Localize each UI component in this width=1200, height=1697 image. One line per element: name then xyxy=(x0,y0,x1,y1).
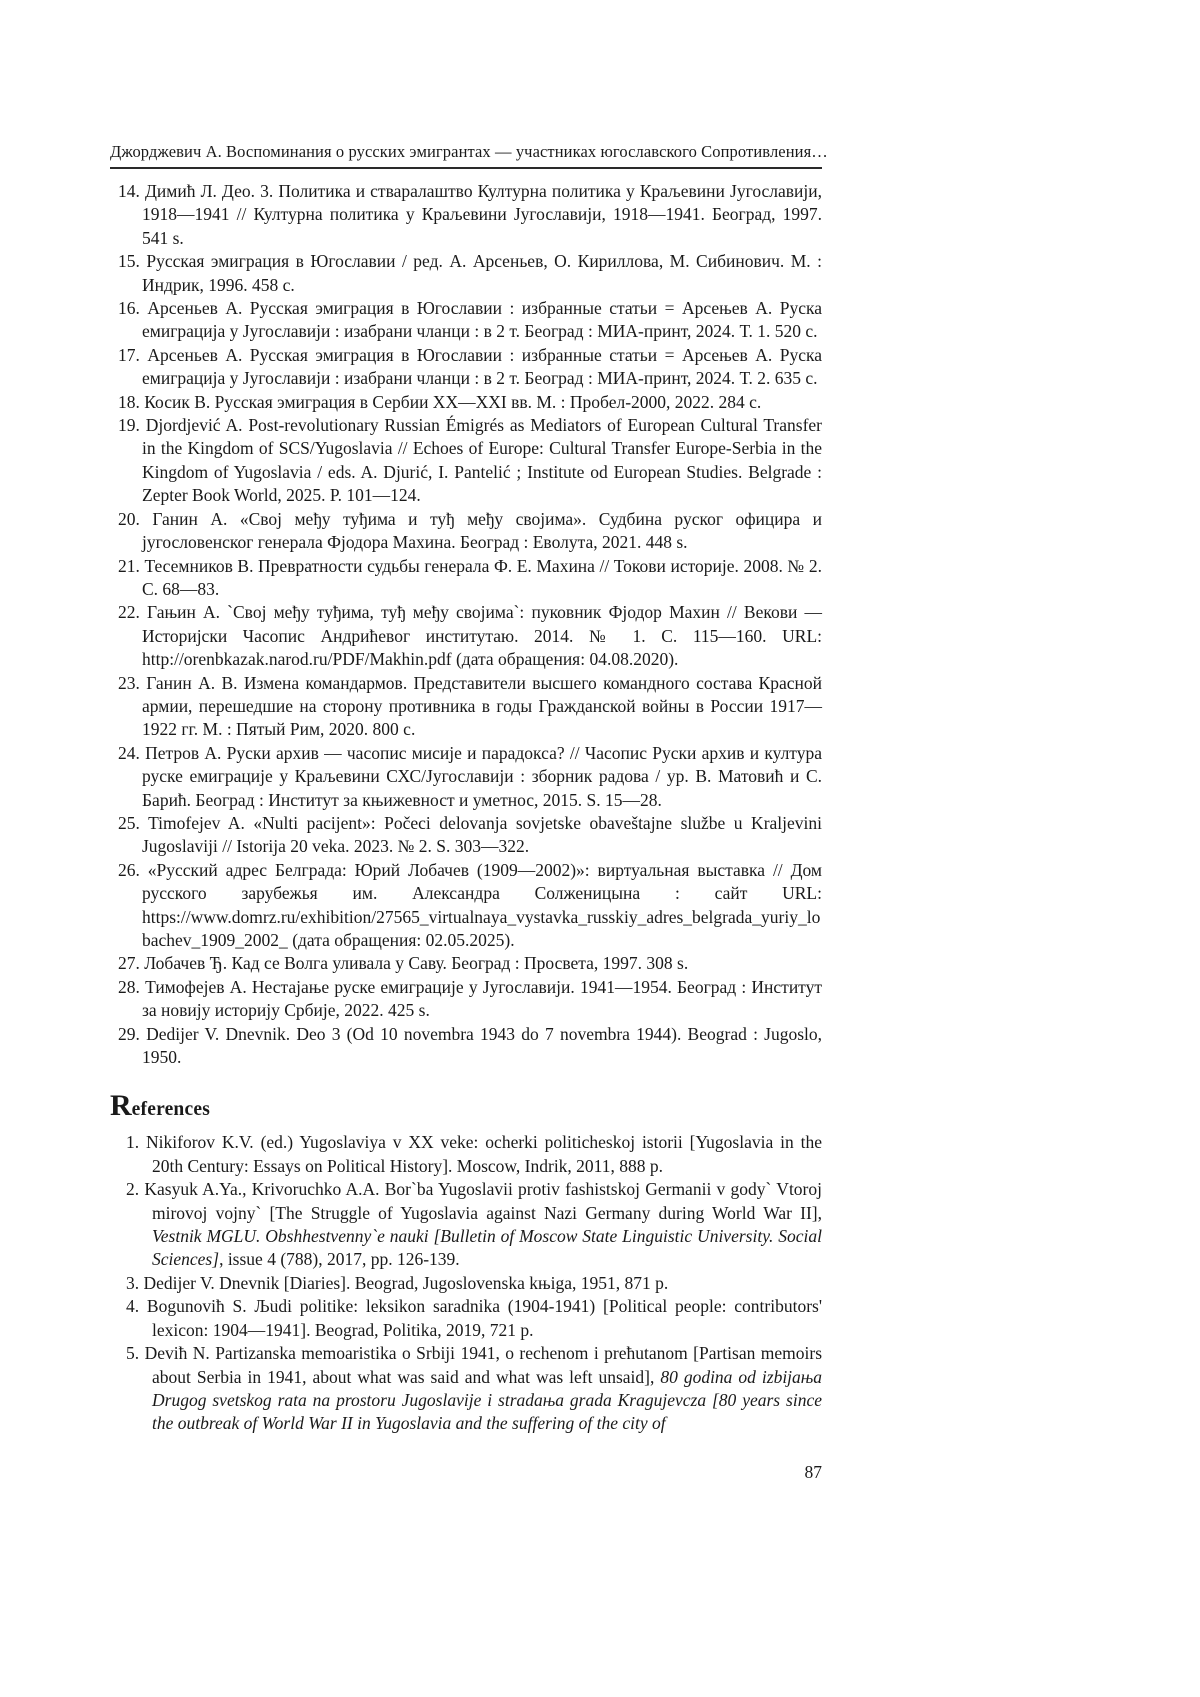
item-number: 1. xyxy=(126,1132,140,1153)
item-number: 28. xyxy=(118,976,140,997)
item-text: (дата обращения: 04.08.2020). xyxy=(451,649,679,670)
references-list xyxy=(118,1131,822,1435)
item-number: 3. xyxy=(126,1272,140,1293)
item-number: 2. xyxy=(126,1179,140,1200)
bibliography-item xyxy=(118,414,822,508)
item-text: Димић Л. Део. 3. Политика и стваралаштво Културна политика у Краљевини Југославији, 1918—1941 // Културна политика у Краљевини Југославији, 1918—1941. Београд, 1997. 541 s. xyxy=(142,181,822,248)
bibliography-item xyxy=(118,250,822,297)
reference-item xyxy=(126,1178,822,1272)
item-text: Dedijer V. Dnevnik. Deo 3 (Od 10 novembra 1943 do 7 novembra 1944). Beograd : Jugoslo, 1950. xyxy=(142,1023,823,1068)
bibliography-item xyxy=(118,812,822,859)
item-text: Ганин А. В. Измена командармов. Представители высшего командного состава Красной армии, перешедшие на сторону противника в годы Гражданской войны в России 1917—1922 гг. М. : Пятый Рим, 2020. 800 с. xyxy=(142,672,822,740)
references-heading xyxy=(110,1091,822,1125)
item-number: 23. xyxy=(118,672,140,693)
item-number: 5. xyxy=(126,1343,140,1364)
item-number: 26. xyxy=(118,859,140,880)
item-text: Арсеньев А. Русская эмиграция в Югославии : избранные статьи = Арсењев А. Руска емиграција у Југославији : изабрани чланци : в 2 т. Београд : МИА-принт, 2024. Т. 2. 635 с. xyxy=(142,344,822,389)
bibliography-item xyxy=(118,1023,822,1070)
bibliography-item xyxy=(118,344,822,391)
item-text: Dedijer V. Dnevnik [Diaries]. Beograd, Jugoslovenska kњiga, 1951, 871 p. xyxy=(143,1272,669,1293)
item-text: Лобачев Ђ. Кад се Волга уливала у Саву. Београд : Просвета, 1997. 308 s. xyxy=(144,953,689,974)
item-text: (дата обращения: 02.05.2025). xyxy=(287,930,515,950)
item-number: 15. xyxy=(118,251,140,272)
bibliography-item xyxy=(118,555,822,602)
url-link[interactable]: http://orenbkazak.narod.ru/PDF/Makhin.pdf xyxy=(142,649,452,670)
bibliography-item xyxy=(118,952,822,975)
item-text-italic: Vestnik MGLU. Obshhestvenny`e nauki [Bulletin of Moscow State Linguistic University. Social Sciences] xyxy=(152,1226,822,1270)
reference-item xyxy=(126,1342,822,1436)
reference-item xyxy=(126,1272,822,1295)
page-content xyxy=(110,142,828,1483)
url-link[interactable]: https://www.domrz.ru/exhibition/27565_virtualnaya_vystavka_russkiy_adres_belgrada_yuriy_lobachev_1909_2002_ xyxy=(142,906,821,950)
bibliography-item xyxy=(118,976,822,1023)
item-number: 29. xyxy=(118,1023,140,1044)
item-text-italic: 80 godina od izbijaњa Drugog svetskog rata na prostoru Jugoslavije i stradaњa grada Kragujevcza [80 years since the outbreak of World War II in Yugoslavia and the suffering of the city of xyxy=(152,1366,823,1434)
bibliography-item xyxy=(118,859,822,953)
item-number: 16. xyxy=(118,298,140,319)
item-number: 20. xyxy=(118,508,140,529)
page-number: 87 xyxy=(804,1461,822,1482)
item-number: 19. xyxy=(118,415,140,436)
item-text: Kasyuk A.Ya., Krivoruchko A.A. Bor`ba Yugoslavii protiv fashistskoj Germanii v gody` Vtoroj mirovoj vojny` [The Struggle of Yugoslavia against Nazi Germany during World War II], xyxy=(144,1179,822,1223)
item-number: 14. xyxy=(118,181,140,201)
item-text: Timofejev A. «Nulti pacijent»: Počeci delovanja sovjetske obaveštajne službe u Kraljevini Jugoslaviji // Istorija 20 veka. 2023. № 2. S. 303—322. xyxy=(142,812,823,857)
item-text: Тесемников В. Превратности судьбы генерала Ф. Е. Махина // Токови историје. 2008. № 2. С. 68—83. xyxy=(142,555,823,599)
item-text: «Русский адрес Белграда: Юрий Лобачев (1909—2002)»: виртуальная выставка // Дом русского зарубежья им. Александра Солженицына : сайт URL: xyxy=(142,859,822,904)
item-text: Арсеньев А. Русская эмиграция в Югославии : избранные статьи = Арсењев А. Руска емиграција у Југославији : изабрани чланци : в 2 т. Београд : МИА-принт, 2024. Т. 1. 520 с. xyxy=(142,298,822,342)
item-text: Deviћ N. Partizanska memoaristika o Srbiji 1941, o rechenom i preћutanom [Partisan memoirs about Serbia in 1941, about what was said and what was left unsaid], xyxy=(144,1343,823,1387)
item-text: Тимофејев А. Нестајање руске емиграције у Југославији. 1941—1954. Београд : Институт за новију историју Србије, 2022. 425 s. xyxy=(142,976,822,1021)
bibliography-item xyxy=(118,180,822,250)
item-number: 27. xyxy=(118,953,140,974)
item-text: Гањин А. `Свој међу туђима, туђ међу својима`: пуковник Фјодор Махин // Векови — Историјски Часопис Андрићевог институтаю. 2014. № 1. С. 115—160. URL: xyxy=(142,602,822,646)
item-text: Djordjević A. Post-revolutionary Russian Émigrés as Mediators of European Cultural Transfer in the Kingdom of SCS/Yugoslavia // Echoes of Europe: Cultural Transfer Europe-Serbia in the Kingdom of Yugoslavia / eds. A. Djurić, I. Pantelić ; Institute od European Studies. Belgrade : Zepter Book World, 2025. P. 101—124. xyxy=(142,415,822,506)
item-number: 22. xyxy=(118,602,140,623)
item-text: Ганин А. «Свој међу туђима и туђ међу својима». Судбина руског официра и југословенског генерала Фјодора Махина. Београд : Еволута, 2021. 448 s. xyxy=(142,508,823,553)
item-number: 17. xyxy=(118,344,140,365)
bibliography-item xyxy=(118,508,822,555)
bibliography-list xyxy=(118,180,822,1069)
item-text: Nikiforov K.V. (ed.) Yugoslaviya v XX veke: ocherki politicheskoj istorii [Yugoslavia in the 20th Century: Essays on Political History]. Moscow, Indrik, 2011, 888 p. xyxy=(146,1132,823,1176)
running-head xyxy=(110,142,828,169)
item-text: Петров А. Руски архив — часопис мисије и парадокса? // Часопис Руски архив и култура руске емиграције у Краљевини СХС/Југославији : зборник радова / ур. В. Матовић и С. Барић. Београд : Институт за књижевност и уметнос, 2015. S. 15—28. xyxy=(142,742,822,810)
bibliography-item xyxy=(118,672,822,742)
item-number: 21. xyxy=(118,555,140,576)
item-number: 24. xyxy=(118,742,140,763)
item-text: Русская эмиграция в Югославии / ред. А. Арсеньев, О. Кириллова, М. Сибинович. М. : Индрик, 1996. 458 с. xyxy=(142,251,823,295)
reference-item xyxy=(126,1295,822,1342)
item-text: , issue 4 (788), 2017, pp. 126-139. xyxy=(219,1249,460,1270)
item-number: 18. xyxy=(118,391,140,412)
item-text: Косик В. Русская эмиграция в Сербии XX—XXI вв. М. : Пробел-2000, 2022. 284 с. xyxy=(144,391,762,412)
reference-item xyxy=(126,1131,822,1178)
bibliography-item xyxy=(118,391,822,414)
item-text: Bogunoviћ S. Љudi politike: leksikon saradnika (1904-1941) [Political people: contributors' lexicon: 1904—1941]. Beograd, Politika, 2019, 721 p. xyxy=(146,1296,822,1340)
running-head-text: Джорджевич А. Воспоминания о русских эмигрантах — участниках югославского Сопротивления… xyxy=(110,142,828,161)
bibliography-item xyxy=(118,297,822,344)
references-heading-initial: R xyxy=(110,1089,132,1123)
item-number: 4. xyxy=(126,1296,140,1317)
item-number: 25. xyxy=(118,812,140,833)
bibliography-item xyxy=(118,742,822,812)
bibliography-item xyxy=(118,601,822,671)
references-heading-rest: eferences xyxy=(131,1099,210,1121)
